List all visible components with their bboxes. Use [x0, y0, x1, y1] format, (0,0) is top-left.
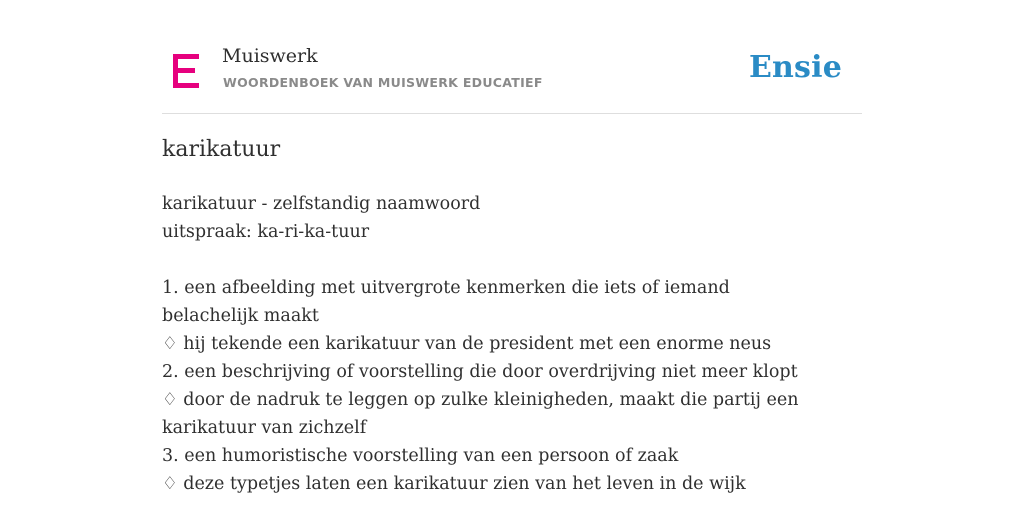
example-2: ♢ door de nadruk te leggen op zulke kleinigheden, maakt die partij een karikatuur van zichzelf [162, 390, 799, 438]
definition-3: 3. een humoristische voorstelling van een persoon of zaak [162, 446, 679, 466]
page-container [162, 0, 862, 494]
site-header [162, 0, 862, 114]
brand-subtitle: WOORDENBOEK VAN MUISWERK EDUCATIEF [223, 75, 543, 90]
entry-body [162, 190, 822, 498]
ensie-logo-link[interactable]: Ensie [748, 50, 842, 85]
letter-e-logo-icon[interactable] [173, 54, 199, 88]
pronunciation-line: uitspraak: ka-ri-ka-tuur [162, 222, 370, 242]
word-type-line: karikatuur - zelfstandig naamwoord [162, 194, 481, 214]
example-3: ♢ deze typetjes laten een karikatuur zien van het leven in de wijk [162, 474, 746, 494]
definition-2: 2. een beschrijving of voorstelling die door overdrijving niet meer klopt [162, 362, 798, 382]
entry-title: karikatuur [162, 137, 281, 162]
paragraph-spacer [162, 246, 822, 274]
brand-name[interactable]: Muiswerk [222, 45, 318, 67]
example-1: ♢ hij tekende een karikatuur van de president met een enorme neus [162, 334, 772, 354]
definition-1: 1. een afbeelding met uitvergrote kenmerken die iets of iemand belachelijk maakt [162, 278, 730, 326]
